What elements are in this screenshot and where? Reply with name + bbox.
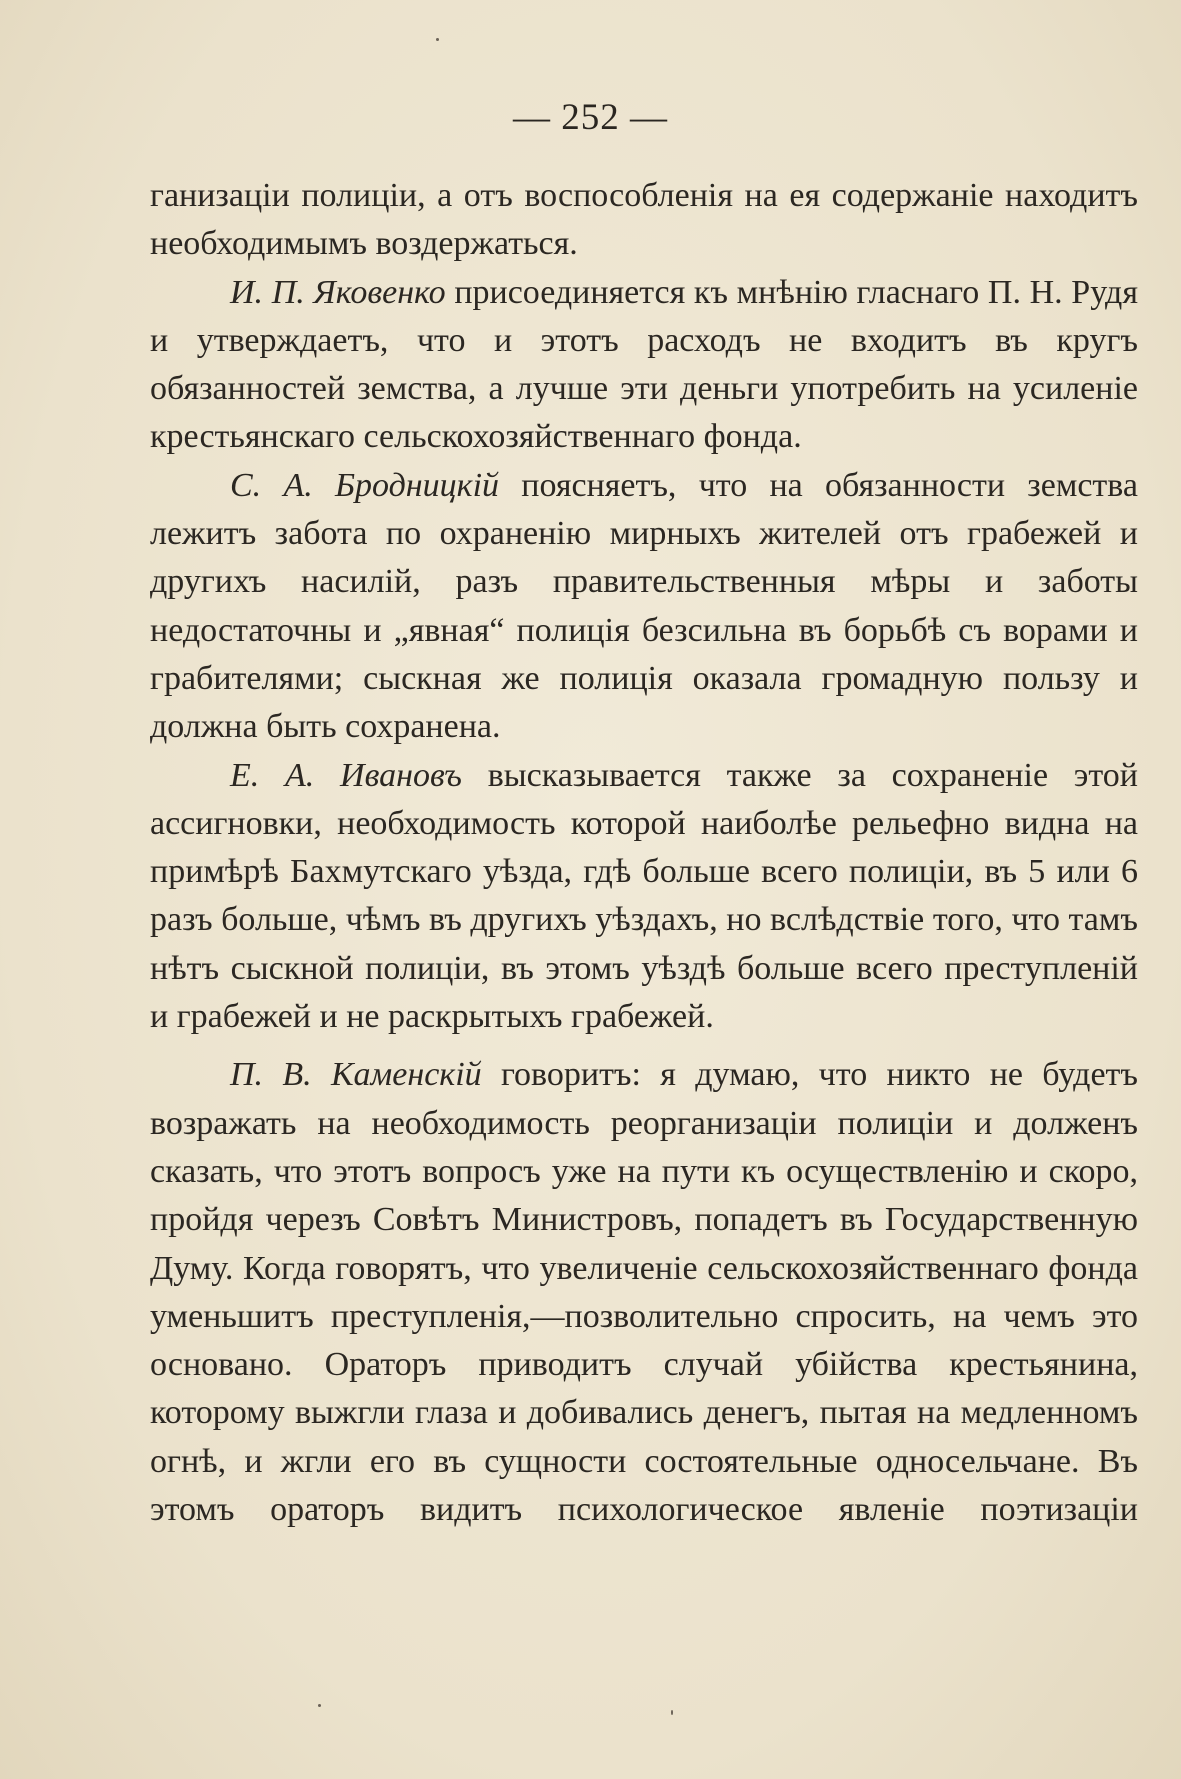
paragraph-continuation [150,172,1138,269]
body-text [150,172,1138,1534]
paragraph-yakovenko [150,269,1138,462]
paragraph-ivanov [150,752,1138,1042]
speaker-name: И. П. Яковенко [230,273,446,311]
page-number: — 252 — [513,97,668,138]
speaker-name: С. А. Бродницкій [230,466,500,504]
paragraph-kamensky [150,1051,1138,1534]
paper-speck [671,1710,673,1715]
paragraph-text: говоритъ: я думаю, что никто не будетъ возражать на необходимость реорганизаціи полиціи и долженъ сказать, что этотъ вопросъ уже на пути къ осуществленію и скоро, пройдя черезъ Совѣтъ Министровъ, попадетъ въ Государственную Думу. Когда говорятъ, что увеличеніе сельскохозяйственнаго фонда уменьшитъ преступленія,—позволительно спросить, на чемъ это основано. Ораторъ приводитъ случай убійства крестьянина, которому выжгли глаза и добивались денегъ, пытая на медленномъ огнѣ, и жгли его въ сущности состоятельные односельчане. Въ этомъ ораторъ видитъ психологическое явленіе поэтизаціи [150,1056,1138,1529]
paragraph-text: присоединяется къ мнѣнію гласнаго П. Н. Рудя и утверждаетъ, что и этотъ расходъ не входитъ въ кругъ обязанностей земства, а лучше эти деньги употребить на усиленіе крестьянскаго сельскохозяйственнаго фонда. [150,273,1138,456]
paragraph-brodnitsky [150,462,1138,752]
speaker-name: П. В. Каменскій [230,1056,482,1094]
speaker-name: Е. А. Ивановъ [230,756,462,794]
paragraph-text: поясняетъ, что на обязанности земства лежитъ забота по охраненію мирныхъ жителей отъ грабежей и другихъ насилій, разъ правительственныя мѣры и заботы недостаточны и „явная“ полиція безсильна въ борьбѣ съ ворами и грабителями; сыскная же полиція оказала громадную пользу и должна быть сохранена. [150,466,1138,746]
paragraph-text: ганизаціи полиціи, а отъ воспособленія на ея содержаніе находитъ необходимымъ воздержаться. [150,177,1138,263]
paper-speck [436,38,439,41]
paper-speck [318,1704,321,1707]
paragraph-text: высказывается также за сохраненіе этой ассигновки, необходимость которой наиболѣе рельефно видна на примѣрѣ Бахмутскаго уѣзда, гдѣ больше всего полиціи, въ 5 или 6 разъ больше, чѣмъ въ другихъ уѣздахъ, но вслѣдствіе того, что тамъ нѣтъ сыскной полиціи, въ этомъ уѣздѣ больше всего преступленій и грабежей и не раскрытыхъ грабежей. [150,756,1138,1036]
